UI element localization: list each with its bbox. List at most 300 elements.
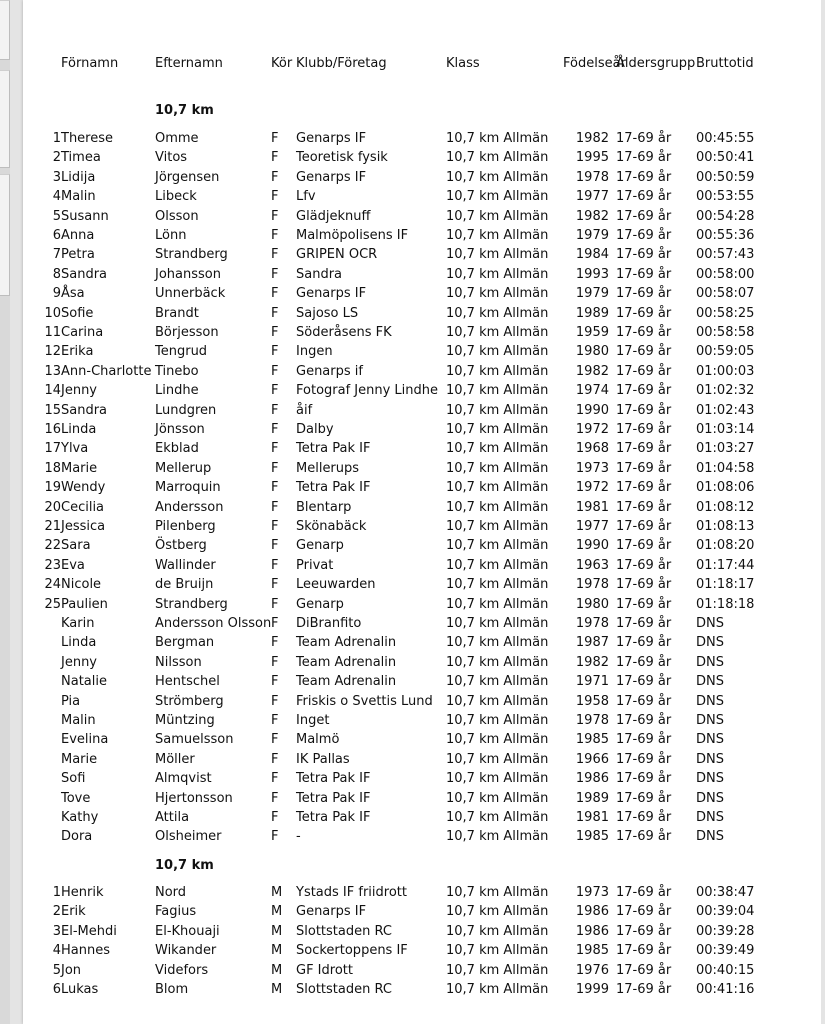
club-cell: Genarps IF	[296, 286, 367, 302]
last-name-cell: Almqvist	[155, 771, 212, 787]
class-cell: 10,7 km Allmän	[446, 150, 549, 166]
club-cell: Mellerups	[296, 460, 360, 476]
sex-cell: M	[271, 943, 283, 959]
club-cell: Friskis o Svettis Lund	[296, 693, 433, 709]
club-cell: Blentarp	[296, 499, 352, 515]
window-edge	[821, 0, 825, 1024]
class-cell: 10,7 km Allmän	[446, 577, 549, 593]
header-klass: Klass	[446, 56, 480, 71]
sex-cell: M	[271, 904, 283, 920]
sex-cell: F	[271, 713, 279, 728]
age-group-cell: 17-69 år	[616, 460, 672, 476]
sex-cell: F	[271, 538, 279, 554]
last-name-cell: Pilenberg	[155, 519, 216, 534]
page-thumbnail[interactable]	[0, 174, 10, 296]
class-cell: 10,7 km Allmän	[446, 499, 549, 515]
sex-cell: F	[271, 344, 279, 360]
place-cell: 25	[44, 596, 61, 612]
last-name-cell: Jönsson	[155, 422, 205, 437]
age-group-cell: 17-69 år	[616, 131, 672, 146]
gross-time-cell: 00:41:16	[696, 982, 755, 997]
first-name-cell: Tove	[61, 790, 91, 806]
age-group-cell: 17-69 år	[616, 557, 672, 573]
document-page	[23, 0, 821, 1024]
age-group-cell: 17-69 år	[616, 635, 672, 651]
class-cell: 10,7 km Allmän	[446, 422, 549, 437]
sex-cell: F	[271, 208, 279, 224]
club-cell: Dalby	[296, 422, 334, 437]
place-cell: 1	[52, 131, 61, 146]
club-cell: Genarps IF	[296, 169, 367, 185]
age-group-cell: 17-69 år	[616, 519, 672, 534]
gross-time-cell: 00:50:59	[696, 169, 755, 185]
birth-year-cell: 1993	[575, 266, 609, 282]
birth-year-cell: 1980	[575, 596, 609, 612]
first-name-cell: Jenny	[61, 383, 98, 399]
gross-time-cell: DNS	[696, 713, 724, 728]
class-cell: 10,7 km Allmän	[446, 480, 549, 496]
age-group-cell: 17-69 år	[616, 441, 672, 457]
place-cell: 15	[44, 402, 61, 418]
age-group-cell: 17-69 år	[616, 363, 672, 379]
first-name-cell: Natalie	[61, 674, 107, 690]
gross-time-cell: 00:58:58	[696, 325, 755, 340]
header-efternamn: Efternamn	[155, 56, 223, 71]
birth-year-cell: 1966	[575, 751, 609, 767]
class-cell: 10,7 km Allmän	[446, 189, 549, 205]
class-cell: 10,7 km Allmän	[446, 635, 549, 651]
club-cell: Team Adrenalin	[296, 635, 397, 651]
age-group-cell: 17-69 år	[616, 732, 672, 748]
header-kor: Kör	[271, 56, 293, 71]
sex-cell: F	[271, 189, 279, 205]
place-cell: 3	[52, 923, 61, 939]
header-fodelsear: Födelseår	[563, 56, 626, 71]
age-group-cell: 17-69 år	[616, 962, 672, 978]
gross-time-cell: 01:00:03	[696, 363, 755, 379]
last-name-cell: Omme	[155, 131, 199, 146]
last-name-cell: Johansson	[155, 266, 221, 282]
birth-year-cell: 1978	[575, 713, 609, 728]
age-group-cell: 17-69 år	[616, 422, 672, 437]
class-cell: 10,7 km Allmän	[446, 982, 549, 997]
birth-year-cell: 1986	[575, 904, 609, 920]
first-name-cell: Ann-Charlotte	[61, 363, 152, 379]
age-group-cell: 17-69 år	[616, 228, 672, 243]
club-cell: Malmö	[296, 732, 340, 748]
sex-cell: M	[271, 923, 283, 939]
last-name-cell: Fagius	[155, 904, 197, 920]
club-cell: Lfv	[296, 189, 316, 205]
class-cell: 10,7 km Allmän	[446, 460, 549, 476]
last-name-cell: Lindhe	[155, 383, 199, 399]
sex-cell: F	[271, 480, 279, 496]
class-cell: 10,7 km Allmän	[446, 713, 549, 728]
last-name-cell: Wallinder	[155, 557, 216, 573]
birth-year-cell: 1973	[575, 460, 609, 476]
club-cell: Tetra Pak IF	[296, 810, 371, 825]
age-group-cell: 17-69 år	[616, 616, 672, 631]
sex-cell: F	[271, 693, 279, 709]
age-group-cell: 17-69 år	[616, 829, 672, 845]
first-name-cell: Sofie	[61, 305, 94, 321]
class-cell: 10,7 km Allmän	[446, 557, 549, 573]
birth-year-cell: 1982	[575, 208, 609, 224]
first-name-cell: Wendy	[61, 480, 106, 496]
club-cell: Tetra Pak IF	[296, 480, 371, 496]
gross-time-cell: 00:39:49	[696, 943, 755, 959]
club-cell: Genarps if	[296, 363, 363, 379]
class-cell: 10,7 km Allmän	[446, 519, 549, 534]
birth-year-cell: 1978	[575, 577, 609, 593]
age-group-cell: 17-69 år	[616, 325, 672, 340]
last-name-cell: Blom	[155, 982, 189, 997]
gross-time-cell: 01:03:14	[696, 422, 755, 437]
class-cell: 10,7 km Allmän	[446, 208, 549, 224]
class-cell: 10,7 km Allmän	[446, 674, 549, 690]
birth-year-cell: 1959	[575, 325, 609, 340]
gross-time-cell: DNS	[696, 635, 724, 651]
age-group-cell: 17-69 år	[616, 538, 672, 554]
birth-year-cell: 1973	[575, 885, 609, 900]
place-cell: 8	[52, 266, 61, 282]
birth-year-cell: 1989	[575, 305, 609, 321]
birth-year-cell: 1985	[575, 732, 609, 748]
first-name-cell: Cecilia	[61, 499, 105, 515]
sex-cell: F	[271, 169, 279, 185]
last-name-cell: Tengrud	[155, 344, 208, 360]
gross-time-cell: 00:58:07	[696, 286, 755, 302]
sex-cell: F	[271, 654, 279, 670]
first-name-cell: Marie	[61, 751, 98, 767]
gross-time-cell: 00:45:55	[696, 131, 755, 146]
class-cell: 10,7 km Allmän	[446, 654, 549, 670]
place-cell: 4	[52, 943, 61, 959]
class-cell: 10,7 km Allmän	[446, 131, 549, 146]
age-group-cell: 17-69 år	[616, 305, 672, 321]
age-group-cell: 17-69 år	[616, 810, 672, 825]
last-name-cell: Samuelsson	[155, 732, 234, 748]
age-group-cell: 17-69 år	[616, 286, 672, 302]
sex-cell: F	[271, 499, 279, 515]
place-cell: 18	[44, 460, 61, 476]
class-cell: 10,7 km Allmän	[446, 751, 549, 767]
class-cell: 10,7 km Allmän	[446, 538, 549, 554]
club-cell: Malmöpolisens IF	[296, 228, 409, 243]
place-cell: 6	[52, 228, 61, 243]
sex-cell: F	[271, 150, 279, 166]
last-name-cell: Unnerbäck	[155, 286, 226, 302]
sex-cell: F	[271, 383, 279, 399]
last-name-cell: Strandberg	[155, 247, 228, 263]
last-name-cell: Mellerup	[155, 460, 212, 476]
class-cell: 10,7 km Allmän	[446, 790, 549, 806]
first-name-cell: Sandra	[61, 266, 108, 282]
gross-time-cell: 00:50:41	[696, 150, 755, 166]
class-cell: 10,7 km Allmän	[446, 732, 549, 748]
gross-time-cell: DNS	[696, 674, 724, 690]
sex-cell: F	[271, 402, 279, 418]
age-group-cell: 17-69 år	[616, 982, 672, 997]
gross-time-cell: 00:55:36	[696, 228, 755, 243]
class-cell: 10,7 km Allmän	[446, 616, 549, 631]
page-thumbnail[interactable]	[0, 0, 10, 60]
first-name-cell: Paulien	[61, 596, 108, 612]
birth-year-cell: 1978	[575, 616, 609, 631]
birth-year-cell: 1979	[575, 286, 609, 302]
class-cell: 10,7 km Allmän	[446, 325, 549, 340]
last-name-cell: Marroquin	[155, 480, 221, 496]
age-group-cell: 17-69 år	[616, 499, 672, 515]
place-cell: 19	[44, 480, 61, 496]
first-name-cell: Hannes	[61, 943, 110, 959]
age-group-cell: 17-69 år	[616, 885, 672, 900]
gross-time-cell: DNS	[696, 616, 724, 631]
last-name-cell: Hjertonsson	[155, 790, 233, 806]
first-name-cell: Malin	[61, 189, 96, 205]
sex-cell: F	[271, 674, 279, 690]
age-group-cell: 17-69 år	[616, 943, 672, 959]
last-name-cell: Olsson	[155, 208, 199, 224]
class-cell: 10,7 km Allmän	[446, 771, 549, 787]
first-name-cell: Lukas	[61, 982, 99, 997]
age-group-cell: 17-69 år	[616, 208, 672, 224]
sex-cell: F	[271, 286, 279, 302]
class-cell: 10,7 km Allmän	[446, 305, 549, 321]
first-name-cell: Ylva	[61, 441, 89, 457]
first-name-cell: Jenny	[61, 654, 98, 670]
class-cell: 10,7 km Allmän	[446, 266, 549, 282]
header-aldersgrupp: Åldersgrupp	[616, 56, 696, 71]
sex-cell: F	[271, 732, 279, 748]
club-cell: Tetra Pak IF	[296, 790, 371, 806]
sex-cell: F	[271, 325, 279, 340]
birth-year-cell: 1963	[575, 557, 609, 573]
place-cell: 6	[52, 982, 61, 997]
birth-year-cell: 1990	[575, 538, 609, 554]
class-cell: 10,7 km Allmän	[446, 829, 549, 845]
place-cell: 16	[44, 422, 61, 437]
age-group-cell: 17-69 år	[616, 169, 672, 185]
club-cell: Genarps IF	[296, 131, 367, 146]
club-cell: Slottstaden RC	[296, 923, 392, 939]
birth-year-cell: 1977	[575, 189, 609, 205]
class-cell: 10,7 km Allmän	[446, 885, 549, 900]
birth-year-cell: 1999	[575, 982, 609, 997]
age-group-cell: 17-69 år	[616, 693, 672, 709]
first-name-cell: Evelina	[61, 732, 109, 748]
age-group-cell: 17-69 år	[616, 344, 672, 360]
last-name-cell: Andersson	[155, 499, 224, 515]
birth-year-cell: 1972	[575, 422, 609, 437]
sex-cell: M	[271, 885, 283, 900]
club-cell: Leeuwarden	[296, 577, 376, 593]
sex-cell: F	[271, 596, 279, 612]
place-cell: 3	[52, 169, 61, 185]
club-cell: Slottstaden RC	[296, 982, 392, 997]
birth-year-cell: 1982	[575, 363, 609, 379]
club-cell: Glädjeknuff	[296, 208, 371, 224]
club-cell: Tetra Pak IF	[296, 441, 371, 457]
first-name-cell: Eva	[61, 557, 85, 573]
club-cell: Genarps IF	[296, 904, 367, 920]
sex-cell: F	[271, 363, 279, 379]
gross-time-cell: 01:17:44	[696, 557, 755, 573]
age-group-cell: 17-69 år	[616, 480, 672, 496]
place-cell: 2	[52, 150, 61, 166]
gross-time-cell: 00:40:15	[696, 962, 755, 978]
last-name-cell: Lundgren	[155, 402, 217, 418]
birth-year-cell: 1974	[575, 383, 609, 399]
first-name-cell: Kathy	[61, 810, 99, 825]
first-name-cell: Linda	[61, 422, 97, 437]
first-name-cell: Therese	[61, 131, 114, 146]
birth-year-cell: 1980	[575, 344, 609, 360]
birth-year-cell: 1981	[575, 810, 609, 825]
sex-cell: F	[271, 305, 279, 321]
age-group-cell: 17-69 år	[616, 402, 672, 418]
gross-time-cell: 01:02:43	[696, 402, 755, 418]
first-name-cell: Jessica	[61, 519, 106, 534]
place-cell: 1	[52, 885, 61, 900]
last-name-cell: Tinebo	[155, 363, 199, 379]
gross-time-cell: 00:53:55	[696, 189, 755, 205]
place-cell: 20	[44, 499, 61, 515]
sex-cell: M	[271, 982, 283, 997]
club-cell: GF Idrott	[296, 962, 353, 978]
first-name-cell: Erika	[61, 344, 94, 360]
class-cell: 10,7 km Allmän	[446, 441, 549, 457]
gross-time-cell: DNS	[696, 751, 724, 767]
sex-cell: F	[271, 635, 279, 651]
header-fornamn: Förnamn	[61, 56, 119, 71]
birth-year-cell: 1984	[575, 247, 609, 263]
class-cell: 10,7 km Allmän	[446, 402, 549, 418]
class-cell: 10,7 km Allmän	[446, 923, 549, 939]
last-name-cell: El-Khouaji	[155, 923, 220, 939]
last-name-cell: Vitos	[155, 150, 188, 166]
club-cell: Skönabäck	[296, 519, 367, 534]
gross-time-cell: 00:57:43	[696, 247, 755, 263]
first-name-cell: Sara	[61, 538, 91, 554]
gross-time-cell: 01:18:17	[696, 577, 755, 593]
first-name-cell: Malin	[61, 713, 96, 728]
first-name-cell: Lidija	[61, 169, 96, 185]
place-cell: 14	[44, 383, 61, 399]
club-cell: Team Adrenalin	[296, 674, 397, 690]
age-group-cell: 17-69 år	[616, 383, 672, 399]
gross-time-cell: 00:59:05	[696, 344, 755, 360]
section-title: 10,7 km	[155, 103, 214, 118]
gross-time-cell: 00:39:04	[696, 904, 755, 920]
last-name-cell: Olsheimer	[155, 829, 222, 845]
gross-time-cell: 01:08:12	[696, 499, 755, 515]
first-name-cell: Nicole	[61, 577, 102, 593]
birth-year-cell: 1976	[575, 962, 609, 978]
age-group-cell: 17-69 år	[616, 596, 672, 612]
club-cell: Inget	[296, 713, 330, 728]
gross-time-cell: DNS	[696, 654, 724, 670]
place-cell: 13	[44, 363, 61, 379]
first-name-cell: Henrik	[61, 885, 104, 900]
gross-time-cell: 00:54:28	[696, 208, 755, 224]
place-cell: 23	[44, 557, 61, 573]
birth-year-cell: 1979	[575, 228, 609, 243]
place-cell: 21	[44, 519, 61, 534]
sex-cell: F	[271, 771, 279, 787]
sex-cell: F	[271, 577, 279, 593]
club-cell: Genarp	[296, 538, 344, 554]
first-name-cell: Petra	[61, 247, 95, 263]
age-group-cell: 17-69 år	[616, 189, 672, 205]
club-cell: Tetra Pak IF	[296, 771, 371, 787]
first-name-cell: Linda	[61, 635, 97, 651]
last-name-cell: Hentschel	[155, 674, 220, 690]
last-name-cell: Strömberg	[155, 693, 224, 709]
gross-time-cell: 00:58:25	[696, 305, 755, 321]
place-cell: 17	[44, 441, 61, 457]
gross-time-cell: 01:18:18	[696, 596, 755, 612]
birth-year-cell: 1981	[575, 499, 609, 515]
sex-cell: F	[271, 228, 279, 243]
first-name-cell: Dora	[61, 829, 93, 845]
first-name-cell: Marie	[61, 460, 98, 476]
gross-time-cell: 00:39:28	[696, 923, 755, 939]
page-thumbnail[interactable]	[0, 70, 10, 168]
club-cell: Sandra	[296, 266, 343, 282]
age-group-cell: 17-69 år	[616, 904, 672, 920]
last-name-cell: Ekblad	[155, 441, 199, 457]
birth-year-cell: 1968	[575, 441, 609, 457]
first-name-cell: Åsa	[61, 286, 85, 302]
birth-year-cell: 1985	[575, 943, 609, 959]
age-group-cell: 17-69 år	[616, 790, 672, 806]
birth-year-cell: 1958	[575, 693, 609, 709]
club-cell: Teoretisk fysik	[296, 150, 388, 166]
birth-year-cell: 1972	[575, 480, 609, 496]
last-name-cell: Jörgensen	[155, 169, 220, 185]
club-cell: Sajoso LS	[296, 305, 359, 321]
birth-year-cell: 1985	[575, 829, 609, 845]
sex-cell: F	[271, 131, 279, 146]
gross-time-cell: 01:04:58	[696, 460, 755, 476]
last-name-cell: Östberg	[155, 538, 207, 554]
sex-cell: F	[271, 422, 279, 437]
sex-cell: F	[271, 247, 279, 263]
last-name-cell: Andersson Olsson	[155, 616, 272, 631]
header-klubb: Klubb/Företag	[296, 56, 387, 71]
first-name-cell: Pia	[61, 693, 81, 709]
sex-cell: F	[271, 616, 279, 631]
gross-time-cell: DNS	[696, 693, 724, 709]
gross-time-cell: 01:03:27	[696, 441, 755, 457]
sex-cell: F	[271, 441, 279, 457]
club-cell: åif	[296, 402, 313, 418]
first-name-cell: Jon	[61, 962, 82, 978]
birth-year-cell: 1995	[575, 150, 609, 166]
place-cell: 5	[52, 962, 61, 978]
first-name-cell: Karin	[61, 616, 95, 631]
sex-cell: F	[271, 810, 279, 825]
first-name-cell: Sofi	[61, 771, 86, 787]
sex-cell: F	[271, 519, 279, 534]
class-cell: 10,7 km Allmän	[446, 383, 549, 399]
sex-cell: F	[271, 266, 279, 282]
place-cell: 12	[44, 344, 61, 360]
birth-year-cell: 1990	[575, 402, 609, 418]
club-cell: Ystads IF friidrott	[296, 885, 407, 900]
birth-year-cell: 1986	[575, 923, 609, 939]
